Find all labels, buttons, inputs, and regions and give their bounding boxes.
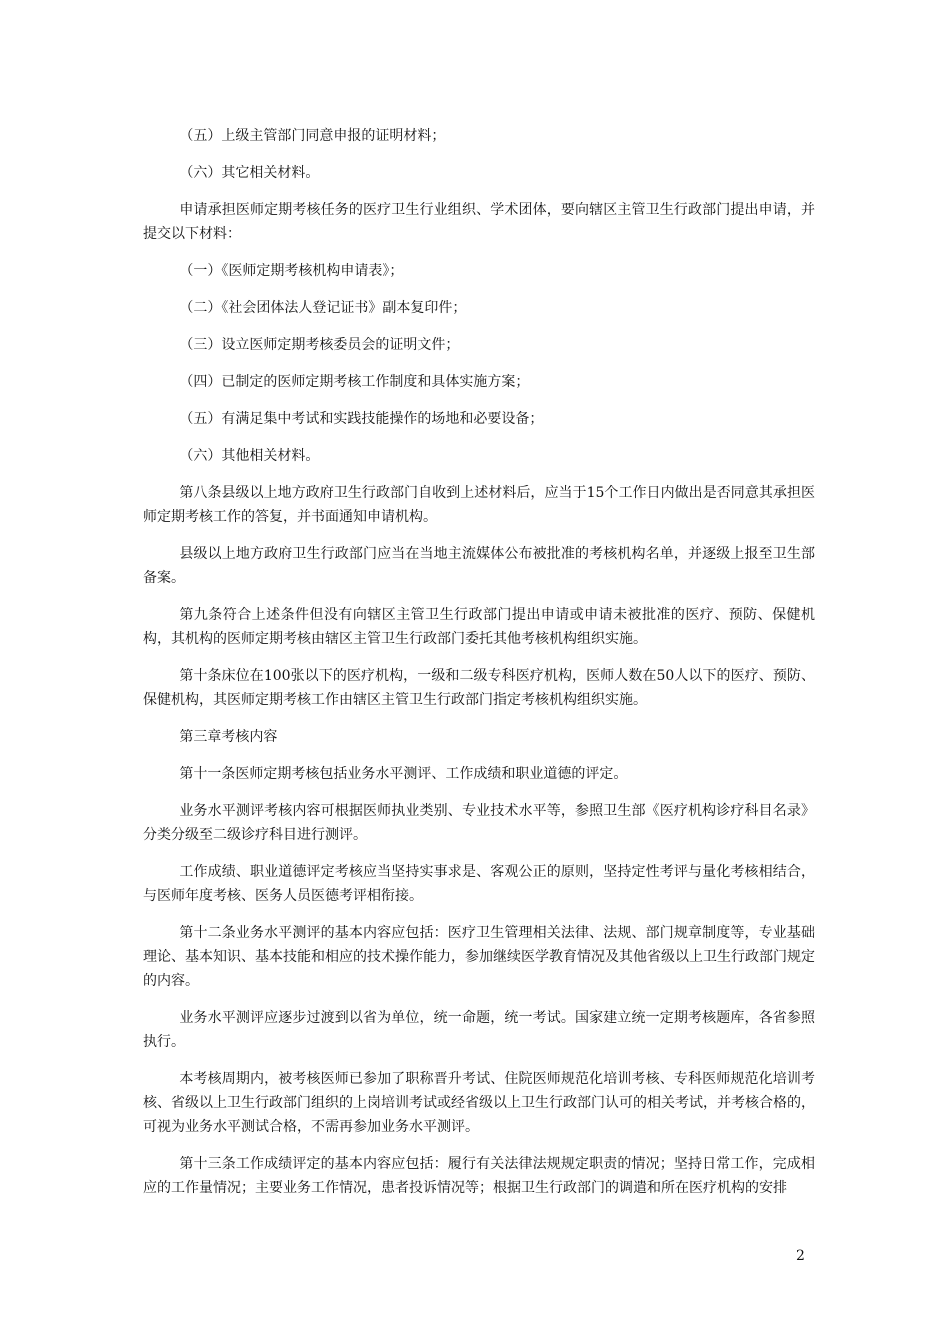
paragraph: 县级以上地方政府卫生行政部门应当在当地主流媒体公布被批准的考核机构名单，并逐级上报至卫生部备案。	[143, 546, 815, 586]
paragraph: （二）《社会团体法人登记证书》副本复印件；	[179, 300, 467, 316]
paragraph: 本考核周期内，被考核医师已参加了职称晋升考试、住院医师规范化培训考核、专科医师规范化培训考核、省级以上卫生行政部门组织的上岗培训考试或经省级以上卫生行政部门认可的相关考试，并考核合格的，可视为业务水平测试合格，不需再参加业务水平测评。	[143, 1071, 815, 1135]
paragraph: 工作成绩、职业道德评定考核应当坚持实事求是、客观公正的原则，坚持定性考评与量化考核相结合，与医师年度考核、医务人员医德考评相衔接。	[143, 864, 815, 904]
paragraph: 第八条县级以上地方政府卫生行政部门自收到上述材料后，应当于15个工作日内做出是否同意其承担医师定期考核工作的答复，并书面通知申请机构。	[143, 485, 815, 525]
paragraph: （一）《医师定期考核机构申请表》；	[179, 263, 404, 279]
paragraph: 第十二条业务水平测评的基本内容应包括：医疗卫生管理相关法律、法规、部门规章制度等，专业基础理论、基本知识、基本技能和相应的技术操作能力，参加继续医学教育情况及其他省级以上卫生行政部门规定的内容。	[143, 925, 815, 989]
paragraph: 第十一条医师定期考核包括业务水平测评、工作成绩和职业道德的评定。	[179, 766, 628, 782]
paragraph: 第十三条工作成绩评定的基本内容应包括：履行有关法律法规规定职责的情况；坚持日常工作，完成相应的工作量情况；主要业务工作情况，患者投诉情况等；根据卫生行政部门的调遣和所在医疗机构的安排	[143, 1156, 815, 1196]
paragraph: （六）其他相关材料。	[179, 448, 320, 464]
page-number: 2	[796, 1248, 805, 1264]
paragraph: 业务水平测评考核内容可根据医师执业类别、专业技术水平等，参照卫生部《医疗机构诊疗科目名录》分类分级至二级诊疗科目进行测评。	[143, 803, 815, 843]
paragraph: （六）其它相关材料。	[179, 165, 320, 181]
paragraph: 第十条床位在100张以下的医疗机构，一级和二级专科医疗机构，医师人数在50人以下的医疗、预防、保健机构，其医师定期考核工作由辖区主管卫生行政部门指定考核机构组织实施。	[143, 668, 815, 708]
paragraph: 第九条符合上述条件但没有向辖区主管卫生行政部门提出申请或申请未被批准的医疗、预防、保健机构，其机构的医师定期考核由辖区主管卫生行政部门委托其他考核机构组织实施。	[143, 607, 815, 647]
paragraph: （五）有满足集中考试和实践技能操作的场地和必要设备；	[179, 411, 544, 427]
chapter-heading: 第三章考核内容	[179, 729, 278, 745]
paragraph: 申请承担医师定期考核任务的医疗卫生行业组织、学术团体，要向辖区主管卫生行政部门提出申请，并提交以下材料：	[143, 202, 815, 242]
paragraph: 业务水平测评应逐步过渡到以省为单位，统一命题，统一考试。国家建立统一定期考核题库，各省参照执行。	[143, 1010, 815, 1050]
paragraph: （五）上级主管部门同意申报的证明材料；	[179, 128, 446, 144]
paragraph: （三）设立医师定期考核委员会的证明文件；	[179, 337, 460, 353]
document-body	[143, 124, 815, 1213]
paragraph: （四）已制定的医师定期考核工作制度和具体实施方案；	[179, 374, 530, 390]
